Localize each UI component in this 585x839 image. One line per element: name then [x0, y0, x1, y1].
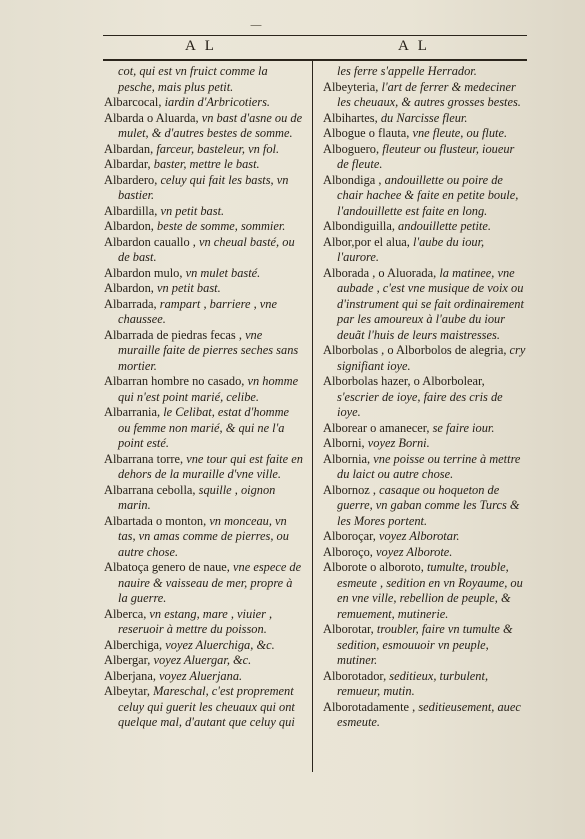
entry-headword: Albardan,: [104, 141, 154, 156]
entry-headword: Alborote o alboroto,: [323, 560, 424, 574]
entry-headword: Albarrania,: [104, 405, 161, 419]
entry-definition: les ferre s'appelle Herrador.: [337, 64, 477, 78]
entry-headword: Alborotadamente ,: [323, 699, 416, 714]
entry-definition: squille , oignon marin.: [118, 482, 276, 512]
dictionary-entry: [323, 560, 527, 622]
header-rule-bottom: [103, 59, 527, 61]
entry-definition: seditieusement, auec esmeute.: [337, 699, 521, 729]
entry-headword: Albatoça genero de naue,: [104, 560, 230, 574]
dictionary-entry: [323, 235, 527, 266]
entry-definition: la matinee, vne aubade , c'est vne musique de voix ou d'instrument qui se fait ordinairement par les amoureux à l'aube du iour deuãt l'huis de leurs maistresses.: [337, 265, 524, 342]
entry-definition: voyez Aluerchiga, &c.: [165, 637, 275, 652]
entry-headword: Alboguero,: [323, 141, 380, 156]
dictionary-entry: [323, 669, 527, 700]
entry-definition: andouillette ou poire de chair hachee & faite en petite boule, l'andouillette est faite en long.: [337, 172, 519, 218]
entry-headword: Albornoz ,: [323, 482, 376, 497]
entry-headword: Albarrada,: [104, 296, 157, 311]
entry-headword: Albardilla,: [104, 203, 158, 218]
entry-definition: voyez Alborote.: [376, 544, 453, 559]
left-column: [104, 64, 304, 731]
entry-headword: Alborbolas , o Alborbolos de alegria,: [323, 343, 507, 357]
entry-headword: Albarrana cebolla,: [104, 482, 196, 497]
dictionary-entry: [323, 173, 527, 220]
header-right: A L: [398, 38, 430, 54]
entry-definition: voyez Aluergar, &c.: [153, 653, 252, 667]
dictionary-entry: [104, 514, 304, 561]
entry-definition: vn mulet basté.: [185, 265, 261, 280]
dictionary-entry: [104, 669, 304, 685]
entry-headword: Albogue o flauta,: [323, 126, 410, 140]
header-rule-top: [103, 35, 527, 36]
entry-definition: cry signifiant ioye.: [337, 343, 526, 373]
dictionary-entry: [104, 607, 304, 638]
entry-definition: baster, mettre le bast.: [153, 157, 260, 171]
entry-headword: Albondiga ,: [323, 172, 382, 187]
dictionary-entry: [104, 684, 304, 731]
dictionary-entry: [323, 142, 527, 173]
entry-headword: Alborni,: [323, 436, 365, 450]
entry-headword: Albeyteria,: [323, 79, 379, 94]
dictionary-entry: [104, 95, 304, 111]
entry-headword: Albarcocal,: [104, 95, 162, 109]
entry-headword: Albarda o Aluarda,: [104, 110, 199, 125]
entry-definition: vn estang, mare , viuier , reseruoir à mettre du poisson.: [118, 606, 273, 636]
entry-definition: celuy qui fait les basts, vn bastier.: [118, 172, 289, 202]
dictionary-entry: [104, 560, 304, 607]
dictionary-entry: [323, 80, 527, 111]
dictionary-entry: [104, 266, 304, 282]
dictionary-entry: [104, 638, 304, 654]
entry-definition: cot, qui est vn fruict comme la pesche, mais plus petit.: [118, 64, 268, 94]
entry-definition: se faire iour.: [432, 420, 495, 435]
dictionary-entry: [323, 622, 527, 669]
entry-definition: andouillette petite.: [398, 219, 491, 233]
dictionary-entry: [323, 545, 527, 561]
entry-headword: Albarrana torre,: [104, 451, 184, 466]
entry-headword: Albardon cauallo ,: [104, 234, 196, 249]
dictionary-entry: [323, 126, 527, 142]
dictionary-entry: [104, 405, 304, 452]
entry-definition: troubler, faire vn tumulte & sedition, esmouuoir vn peuple, mutiner.: [337, 622, 513, 667]
dictionary-entry: [104, 64, 304, 95]
dictionary-entry: [104, 483, 304, 514]
dictionary-entry: [104, 374, 304, 405]
entry-headword: Alborada , o Aluorada,: [323, 265, 437, 280]
entry-definition: vn homme qui n'est point marié, celibe.: [118, 374, 299, 404]
entry-definition: vn petit bast.: [157, 281, 221, 295]
entry-headword: Alberchiga,: [104, 637, 163, 652]
dictionary-entry: [323, 111, 527, 127]
entry-definition: vn bast d'asne ou de mulet, & d'autres bestes de somme.: [118, 110, 303, 140]
page-mark: —: [250, 18, 262, 32]
entry-definition: Mareschal, c'est proprement celuy qui guerit les cheuaux qui ont quelque mal, d'autant que celuy qui: [118, 684, 295, 729]
entry-definition: vne poisse ou terrine à mettre du laict ou autre chose.: [337, 451, 521, 481]
entry-headword: Albardon,: [104, 281, 154, 295]
entry-definition: voyez Borni.: [367, 436, 430, 450]
entry-headword: Albondiguilla,: [323, 219, 395, 233]
entry-headword: Alborbolas hazer, o Alborbolear,: [323, 374, 485, 388]
column-divider: [312, 60, 313, 772]
dictionary-entry: [104, 204, 304, 220]
entry-definition: le Celibat, estat d'homme ou femme non marié, & qui ne l'a point esté.: [118, 405, 290, 450]
dictionary-entry: [323, 266, 527, 344]
entry-definition: rampart , barriere , vne chaussee.: [118, 296, 277, 326]
entry-definition: vne espece de nauire & vaisseau de mer, propre à la guerre.: [118, 560, 302, 605]
dictionary-entry: [104, 142, 304, 158]
entry-definition: vne fleute, ou flute.: [412, 126, 508, 140]
entry-headword: Alborear o amanecer,: [323, 420, 430, 435]
entry-definition: fleuteur ou flusteur, ioueur de fleute.: [337, 141, 515, 171]
dictionary-entry: [104, 452, 304, 483]
dictionary-entry: [323, 343, 527, 374]
entry-definition: vn monceau, vn tas, vn amas comme de pierres, ou autre chose.: [118, 513, 289, 559]
entry-headword: Albornia,: [323, 451, 371, 466]
entry-definition: farceur, basteleur, vn fol.: [156, 141, 280, 156]
dictionary-entry: [323, 219, 527, 235]
dictionary-entry: [104, 297, 304, 328]
header-left: A L: [185, 38, 217, 54]
entry-definition: voyez Aluerjana.: [159, 668, 243, 683]
dictionary-entry: [104, 111, 304, 142]
dictionary-entry: [323, 483, 527, 530]
entry-definition: du Narcisse fleur.: [380, 110, 468, 125]
dictionary-entry: [104, 173, 304, 204]
right-column: [323, 64, 527, 731]
dictionary-entry: [104, 235, 304, 266]
entry-headword: Alboroçar,: [323, 529, 376, 543]
dictionary-entry: [323, 374, 527, 421]
dictionary-entry: [104, 281, 304, 297]
entry-definition: beste de somme, sommier.: [157, 219, 286, 233]
dictionary-entry: [323, 436, 527, 452]
entry-headword: Alberca,: [104, 606, 147, 621]
entry-headword: Alborotar,: [323, 622, 374, 636]
dictionary-entry: [323, 421, 527, 437]
entry-definition: seditieux, turbulent, remueur, mutin.: [337, 668, 489, 698]
entry-definition: vne muraille faite de pierres seches sans mortier.: [118, 327, 299, 373]
entry-headword: Albarran hombre no casado,: [104, 374, 245, 388]
entry-definition: voyez Alborotar.: [378, 529, 460, 543]
entry-definition: vn petit bast.: [160, 203, 225, 218]
entry-headword: Alberjana,: [104, 668, 156, 683]
dictionary-entry: [104, 653, 304, 669]
entry-headword: Albardon mulo,: [104, 265, 183, 280]
dictionary-entry: [104, 157, 304, 173]
entry-headword: Alboroço,: [323, 544, 373, 559]
entry-definition: casaque ou hoqueton de guerre, vn gaban comme les Turcs & les Mores portent.: [337, 482, 520, 528]
entry-headword: Albihartes,: [323, 110, 378, 125]
entry-headword: Albardon,: [104, 219, 154, 233]
dictionary-entry: [323, 700, 527, 731]
entry-headword: Alborotador,: [323, 668, 387, 683]
entry-headword: Albor,por el alua,: [323, 234, 410, 249]
entry-definition: l'art de ferrer & medeciner les cheuaux, & autres grosses bestes.: [337, 79, 521, 109]
entry-headword: Albarrada de piedras fecas ,: [104, 327, 242, 342]
entry-headword: Albardero,: [104, 172, 158, 187]
entry-definition: vn cheual basté, ou de bast.: [118, 234, 295, 264]
dictionary-entry: [323, 452, 527, 483]
dictionary-entry: [323, 64, 527, 80]
entry-definition: iardin d'Arbricotiers.: [164, 95, 271, 109]
entry-headword: Albardar,: [104, 157, 151, 171]
dictionary-entry: [104, 219, 304, 235]
entry-headword: Albeytar,: [104, 684, 150, 698]
dictionary-entry: [104, 328, 304, 375]
entry-headword: Albergar,: [104, 653, 151, 667]
dictionary-entry: [323, 529, 527, 545]
entry-definition: vne tour qui est faite en dehors de la muraille d'vne ville.: [118, 451, 303, 481]
entry-definition: s'escrier de ioye, faire des cris de ioye.: [337, 389, 503, 419]
entry-definition: tumulte, trouble, esmeute , sedition en vn Royaume, ou en vne ville, rebellion de peuple, & remuement, mutinerie.: [337, 560, 523, 621]
entry-definition: l'aube du iour, l'aurore.: [337, 234, 485, 264]
entry-headword: Albartada o monton,: [104, 513, 207, 528]
